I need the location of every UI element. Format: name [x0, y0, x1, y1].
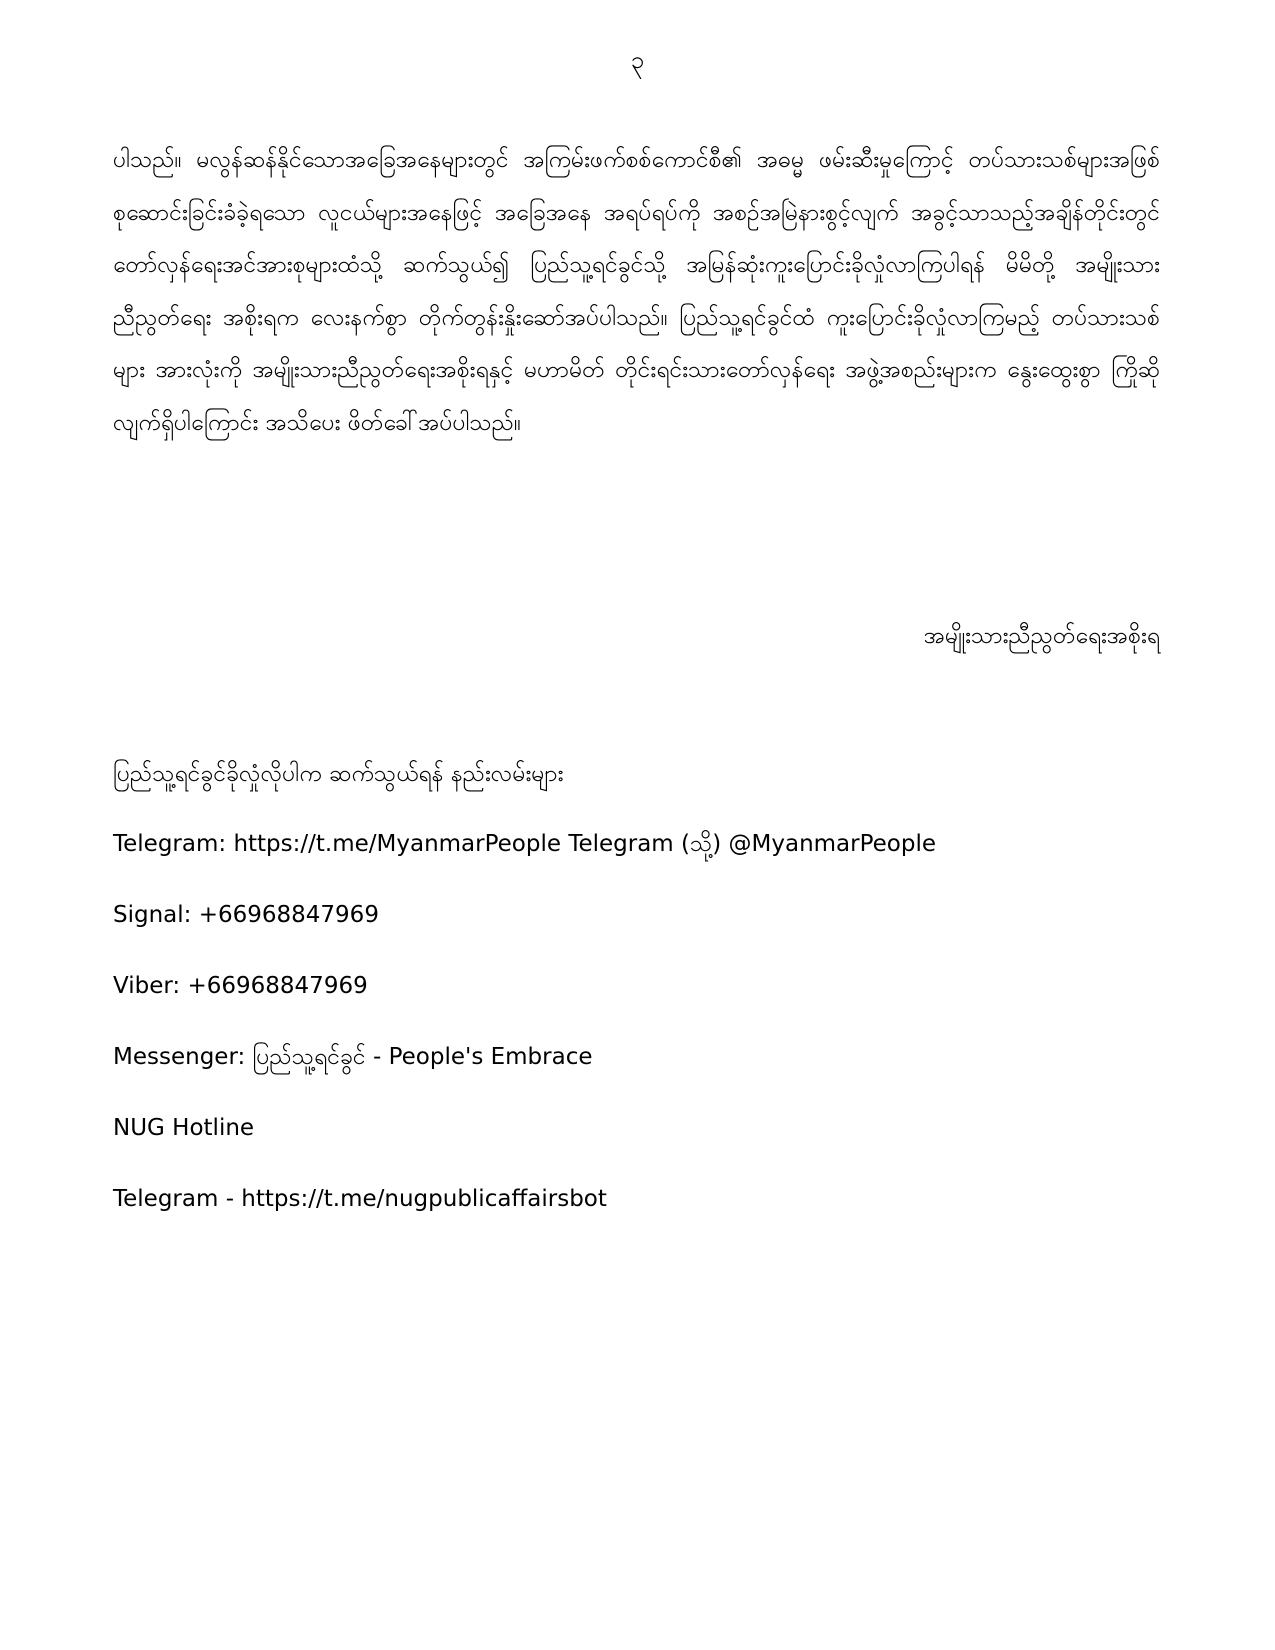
contact-heading: ပြည်သူ့ရင်ခွင်ခိုလှုံလိုပါက ဆက်သွယ်ရန် နည်းလမ်းများ — [113, 761, 564, 787]
contact-telegram: Telegram: https://t.me/MyanmarPeople Telegram (သို့) @MyanmarPeople — [113, 831, 937, 857]
contact-telegram-nug: Telegram - https://t.me/nugpublicaffairsbot — [113, 1186, 607, 1212]
body-paragraph: ပါသည်။ မလွန်ဆန်နိုင်သောအခြေအနေများတွင် အကြမ်းဖက်စစ်ကောင်စီ၏ အဓမ္မ ဖမ်းဆီးမှုကြောင့် တပ်သားသစ်များအဖြစ် စုဆောင်းခြင်းခံခဲ့ရသော လူငယ်များအနေဖြင့် အခြေအနေ အရပ်ရပ်ကို အစဉ်အမြဲနားစွင့်လျက် အခွင့်သာသည့်အချိန်တိုင်းတွင် တော်လှန်ရေးအင်အားစုများထံသို့ ဆက်သွယ်၍ ပြည်သူ့ရင်ခွင်သို့ အမြန်ဆုံးကူးပြောင်းခိုလှုံလာကြပါရန် မိမိတို့ အမျိုးသားညီညွတ်ရေး အစိုးရက လေးနက်စွာ တိုက်တွန်းနှိုးဆော်အပ်ပါသည်။ ပြည်သူ့ရင်ခွင်ထံ ကူးပြောင်းခိုလှုံလာကြမည့် တပ်သားသစ်များ အားလုံးကို အမျိုးသားညီညွတ်ရေးအစိုးရနှင့် မဟာမိတ် တိုင်းရင်းသားတော်လှန်ရေး အဖွဲ့အစည်းများက နွေးထွေးစွာ ကြိုဆိုလျက်ရှိပါကြောင်း အသိပေး ဖိတ်ခေါ်အပ်ပါသည်။ — [113, 147, 1160, 436]
contact-nug-hotline: NUG Hotline — [113, 1115, 255, 1141]
page-number: ၃ — [630, 46, 645, 74]
contact-messenger: Messenger: ပြည်သူ့ရင်ခွင် - People's Embrace — [113, 1044, 593, 1070]
contact-signal: Signal: +66968847969 — [113, 902, 379, 928]
signature: အမျိုးသားညီညွတ်ရေးအစိုးရ — [923, 623, 1160, 649]
contact-viber: Viber: +66968847969 — [113, 973, 368, 999]
